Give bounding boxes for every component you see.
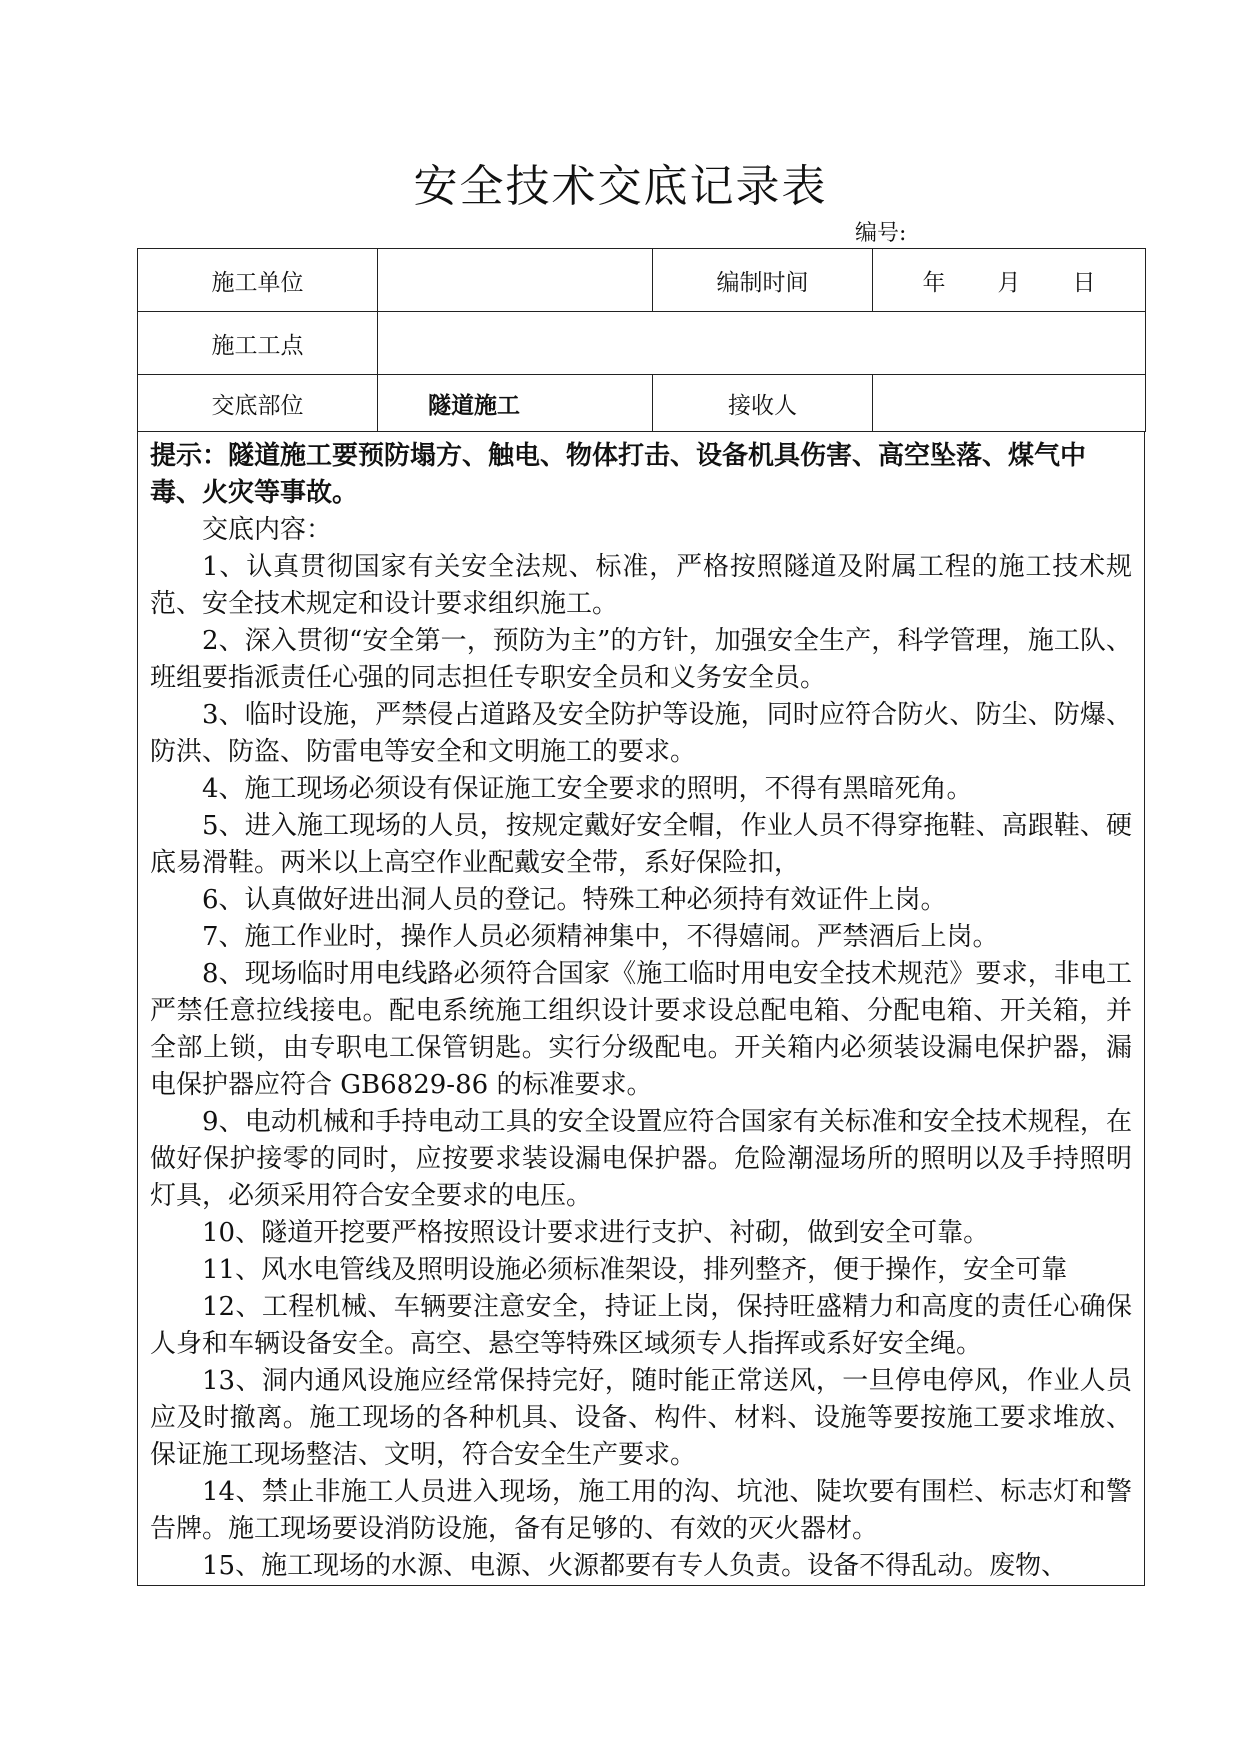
content-item: 1、认真贯彻国家有关安全法规、标准，严格按照隧道及附属工程的施工技术规范、安全技术规定和设计要求组织施工。 xyxy=(150,552,1132,619)
safety-hint: 提示：隧道施工要预防塌方、触电、物体打击、设备机具伤害、高空坠落、煤气中毒、火灾等事故。 xyxy=(150,441,1087,508)
work-site-field[interactable] xyxy=(378,312,1146,375)
doc-number-label: 编号: xyxy=(855,221,907,246)
content-item: 10、隧道开挖要严格按照设计要求进行支护、衬砌，做到安全可靠。 xyxy=(202,1218,990,1248)
disclosure-content-box xyxy=(137,432,1145,1586)
header-form-table xyxy=(137,248,1146,432)
content-item: 8、现场临时用电线路必须符合国家《施工临时用电安全技术规范》要求，非电工严禁任意拉线接电。配电系统施工组织设计要求设总配电箱、分配电箱、开关箱，并全部上锁，由专职电工保管钥匙。实行分级配电。开关箱内必须装设漏电保护器，漏电保护器应符合 GB6829-86 的标准要求。 xyxy=(150,959,1132,1100)
content-item: 3、临时设施，严禁侵占道路及安全防护等设施，同时应符合防火、防尘、防爆、防洪、防盗、防雷电等安全和文明施工的要求。 xyxy=(150,700,1132,767)
content-item: 13、洞内通风设施应经常保持完好，随时能正常送风，一旦停电停风，作业人员应及时撤离。施工现场的各种机具、设备、构件、材料、设施等要按施工要求堆放、保证施工现场整洁、文明，符合安全生产要求。 xyxy=(150,1366,1132,1470)
date-year-label: 年 xyxy=(922,269,946,296)
disclosure-part-value[interactable]: 隧道施工 xyxy=(378,375,653,432)
content-item: 6、认真做好进出洞人员的登记。特殊工种必须持有效证件上岗。 xyxy=(202,885,947,915)
date-day-label: 日 xyxy=(1072,269,1096,296)
content-heading: 交底内容： xyxy=(202,515,333,545)
content-items-list xyxy=(150,549,1132,1585)
row-disclosure-part xyxy=(138,375,1146,432)
disclosure-content xyxy=(138,432,1144,1585)
receiver-field[interactable] xyxy=(873,375,1146,432)
work-site-label: 施工工点 xyxy=(138,312,378,375)
page-title: 安全技术交底记录表 xyxy=(413,161,828,212)
content-item: 5、进入施工现场的人员，按规定戴好安全帽，作业人员不得穿拖鞋、高跟鞋、硬底易滑鞋。两米以上高空作业配戴安全带，系好保险扣， xyxy=(150,811,1132,878)
content-item: 14、禁止非施工人员进入现场，施工用的沟、坑池、陡坎要有围栏、标志灯和警告牌。施工现场要设消防设施，备有足够的、有效的灭火器材。 xyxy=(150,1477,1132,1544)
receiver-label: 接收人 xyxy=(653,375,873,432)
date-month-label: 月 xyxy=(997,269,1021,296)
content-item: 12、工程机械、车辆要注意安全，持证上岗，保持旺盛精力和高度的责任心确保人身和车辆设备安全。高空、悬空等特殊区域须专人指挥或系好安全绳。 xyxy=(150,1292,1132,1359)
content-item: 11、风水电管线及照明设施必须标准架设，排列整齐，便于操作，安全可靠 xyxy=(202,1255,1068,1285)
disclosure-part-label: 交底部位 xyxy=(138,375,378,432)
row-construction-unit xyxy=(138,249,1146,312)
row-work-site xyxy=(138,312,1146,375)
prepared-time-label: 编制时间 xyxy=(653,249,873,312)
content-item: 7、施工作业时，操作人员必须精神集中，不得嬉闹。严禁酒后上岗。 xyxy=(202,922,999,952)
content-item: 15、施工现场的水源、电源、火源都要有专人负责。设备不得乱动。废物、 xyxy=(202,1551,1068,1581)
content-item: 2、深入贯彻“安全第一，预防为主”的方针，加强安全生产，科学管理，施工队、班组要指派责任心强的同志担任专职安全员和义务安全员。 xyxy=(150,626,1132,693)
construction-unit-label: 施工单位 xyxy=(138,249,378,312)
content-item: 4、施工现场必须设有保证施工安全要求的照明，不得有黑暗死角。 xyxy=(202,774,973,804)
prepared-date-field[interactable] xyxy=(873,249,1146,312)
content-item: 9、电动机械和手持电动工具的安全设置应符合国家有关标准和安全技术规程，在做好保护接零的同时，应按要求装设漏电保护器。危险潮湿场所的照明以及手持照明灯具，必须采用符合安全要求的电压。 xyxy=(150,1107,1132,1211)
construction-unit-field[interactable] xyxy=(378,249,653,312)
